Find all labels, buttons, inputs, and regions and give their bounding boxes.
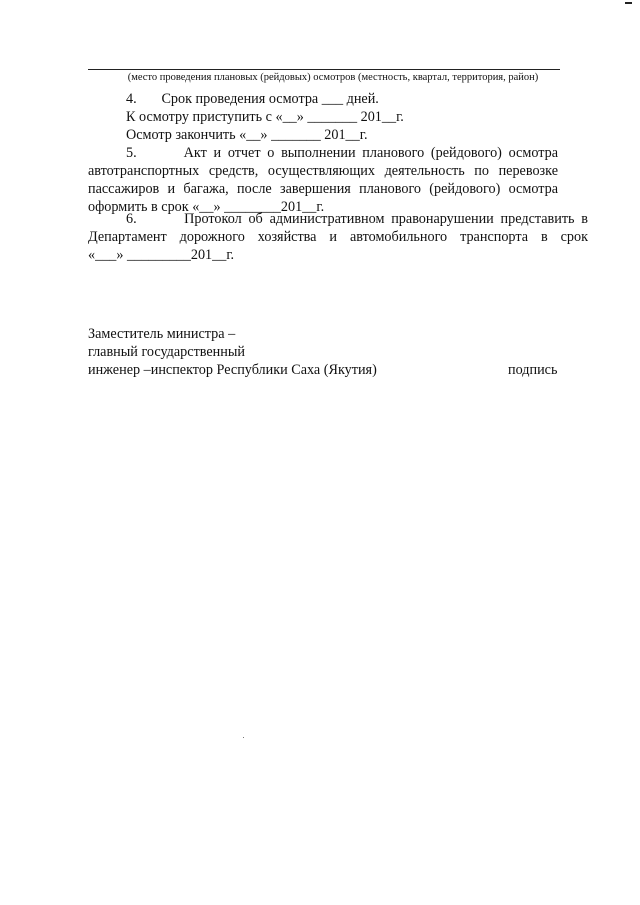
blank-line-location	[88, 69, 560, 70]
signatory-title-line-2: главный государственный	[88, 344, 245, 360]
scan-speck	[243, 737, 244, 738]
item-4-inspection-period: 4. Срок проведения осмотра ___ дней.	[126, 91, 379, 107]
signature-label: подпись	[508, 362, 558, 378]
signatory-title-line-1: Заместитель министра –	[88, 326, 236, 342]
item-5-line-3: пассажиров и багажа, после завершения планового (рейдового) осмотра	[88, 181, 558, 197]
item-4-start-date: К осмотру приступить с «__» _______ 201__г.	[126, 109, 404, 125]
item-5-deadline: оформить в срок «__» ________201__г.	[88, 199, 325, 215]
item-6-line-1: 6. Протокол об административном правонарушении представить в	[126, 211, 588, 227]
signatory-title-line-3: инженер –инспектор Республики Саха (Якутия)	[88, 362, 377, 378]
item-5-line-1: 5. Акт и отчет о выполнении планового (рейдового) осмотра	[126, 145, 558, 161]
corner-mark	[625, 2, 632, 4]
item-6-line-2: Департамент дорожного хозяйства и автомобильного транспорта в срок	[88, 229, 588, 245]
location-caption: (место проведения плановых (рейдовых) осмотров (местность, квартал, территория, район)	[127, 72, 539, 83]
item-6-deadline: «___» _________201__г.	[88, 247, 235, 263]
item-4-end-date: Осмотр закончить «__» _______ 201__г.	[126, 127, 368, 143]
item-5-line-2: автотранспортных средств, осуществляющих деятельность по перевозке	[88, 163, 558, 179]
